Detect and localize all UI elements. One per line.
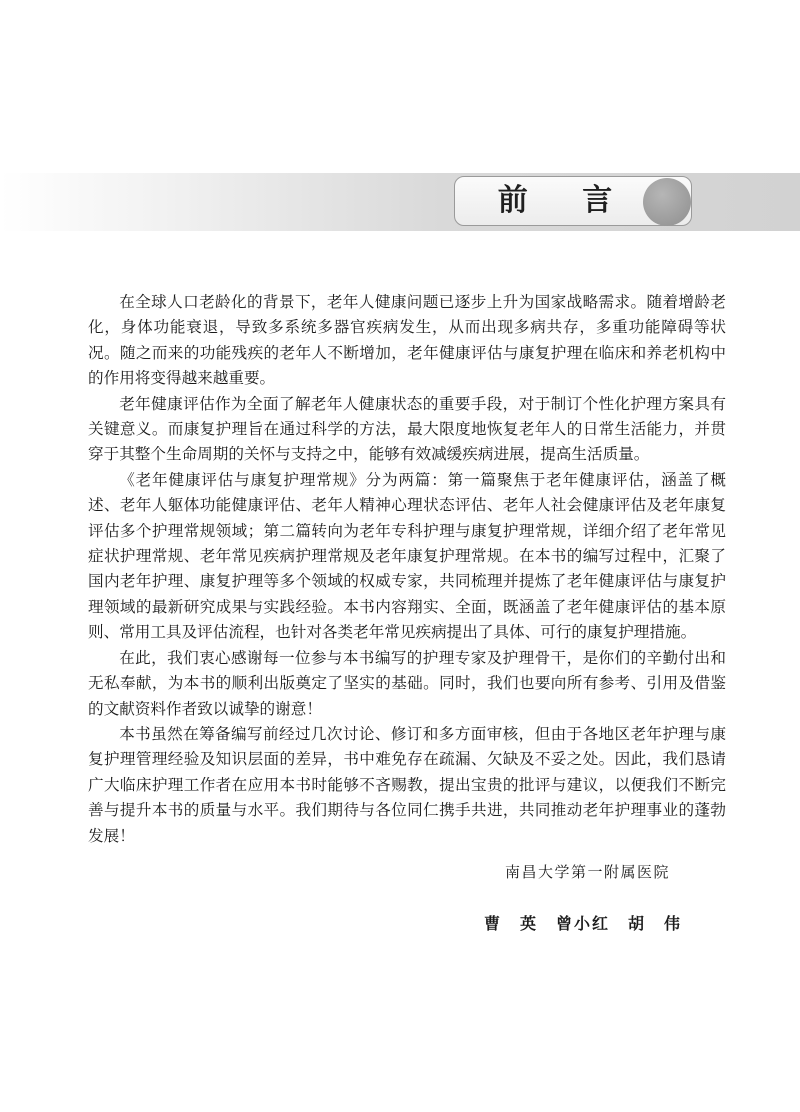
paragraph: 在全球人口老龄化的背景下，老年人健康问题已逐步上升为国家战略需求。随着增龄老化，身体功能衰退，导致多系统多器官疾病发生，从而出现多病共存，多重功能障碍等状况。随之而来的功能残疾的老年人不断增加，老年健康评估与康复护理在临床和养老机构中的作用将变得越来越重要。 [88,293,726,388]
paragraph: 《老年健康评估与康复护理常规》分为两篇：第一篇聚焦于老年健康评估，涵盖了概述、老年人躯体功能健康评估、老年人精神心理状态评估、老年人社会健康评估及老年康复评估多个护理常规领域；第二篇转向为老年专科护理与康复护理常规，详细介绍了老年常见症状护理常规、老年常见疾病护理常规及老年康复护理常规。在本书的编写过程中，汇聚了国内老年护理、康复护理等多个领域的权威专家，共同梳理并提炼了老年健康评估与康复护理领域的最新研究成果与实践经验。本书内容翔实、全面，既涵盖了老年健康评估的基本原则、常用工具及评估流程，也针对各类老年常见疾病提出了具体、可行的康复护理措施。 [88,470,726,642]
signature-names: 曹 英 曾小红 胡 伟 [484,914,683,933]
paragraph: 本书虽然在筹备编写前经过几次讨论、修订和多方面审核，但由于各地区老年护理与康复护理管理经验及知识层面的差异，书中难免存在疏漏、欠缺及不妥之处。因此，我们恳请广大临床护理工作者在应用本书时能够不吝赐教，提出宝贵的批评与建议，以便我们不断完善与提升本书的质量与水平。我们期待与各位同仁携手共进，共同推动老年护理事业的蓬勃发展！ [88,724,726,845]
page-title: 前 言 [497,183,635,218]
paragraph: 老年健康评估作为全面了解老年人健康状态的重要手段，对于制订个性化护理方案具有关键意义。而康复护理旨在通过科学的方法，最大限度地恢复老年人的日常生活能力，并贯穿于其整个生命周期的关怀与支持之中，能够有效减缓疾病进展，提高生活质量。 [88,394,726,464]
signature-organization: 南昌大学第一附属医院 [505,863,671,881]
paragraph: 在此，我们衷心感谢每一位参与本书编写的护理专家及护理骨干，是你们的辛勤付出和无私奉献，为本书的顺利出版奠定了坚实的基础。同时，我们也要向所有参考、引用及借鉴的文献资料作者致以诚挚的谢意！ [88,648,726,718]
preface-body [88,290,726,849]
title-decoration-circle [643,178,691,226]
